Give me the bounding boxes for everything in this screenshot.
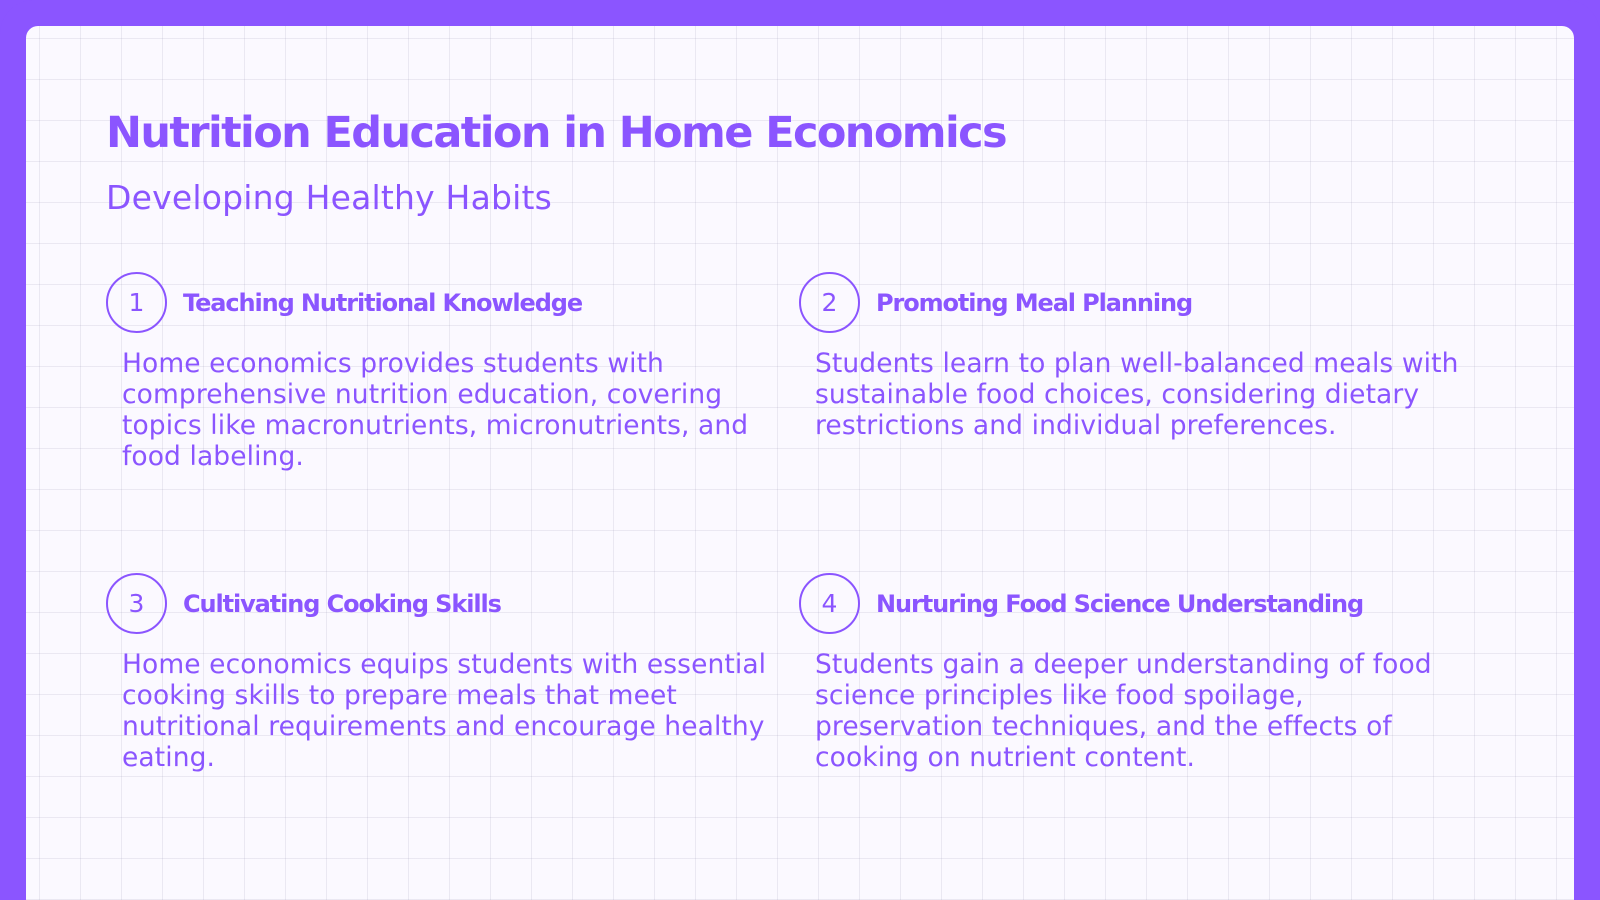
info-card-1 [106, 272, 766, 502]
info-card-3 [106, 573, 766, 803]
info-card-4 [799, 573, 1459, 803]
step-number-badge: 2 [799, 272, 860, 333]
step-number-badge: 3 [106, 573, 167, 634]
card-heading: Cultivating Cooking Skills [183, 590, 501, 618]
page-title: Nutrition Education in Home Economics [106, 108, 1006, 158]
card-description: Students learn to plan well-balanced meals with sustainable food choices, considering dietary restrictions and individual preferences. [815, 348, 1459, 441]
page-subtitle: Developing Healthy Habits [106, 178, 553, 217]
step-number-badge: 4 [799, 573, 860, 634]
card-heading: Nurturing Food Science Understanding [876, 590, 1364, 618]
info-card-2 [799, 272, 1459, 502]
card-heading: Teaching Nutritional Knowledge [183, 289, 583, 317]
card-description: Home economics provides students with comprehensive nutrition education, covering topics like macronutrients, micronutrients, and food labeling. [122, 348, 749, 472]
step-number-badge: 1 [106, 272, 167, 333]
card-description: Home economics equips students with essential cooking skills to prepare meals that meet nutritional requirements and encourage healthy eating. [122, 649, 767, 773]
card-description: Students gain a deeper understanding of food science principles like food spoilage, preservation techniques, and the effects of cooking on nutrient content. [815, 649, 1432, 773]
slide-content [26, 26, 1574, 900]
card-heading: Promoting Meal Planning [876, 289, 1193, 317]
